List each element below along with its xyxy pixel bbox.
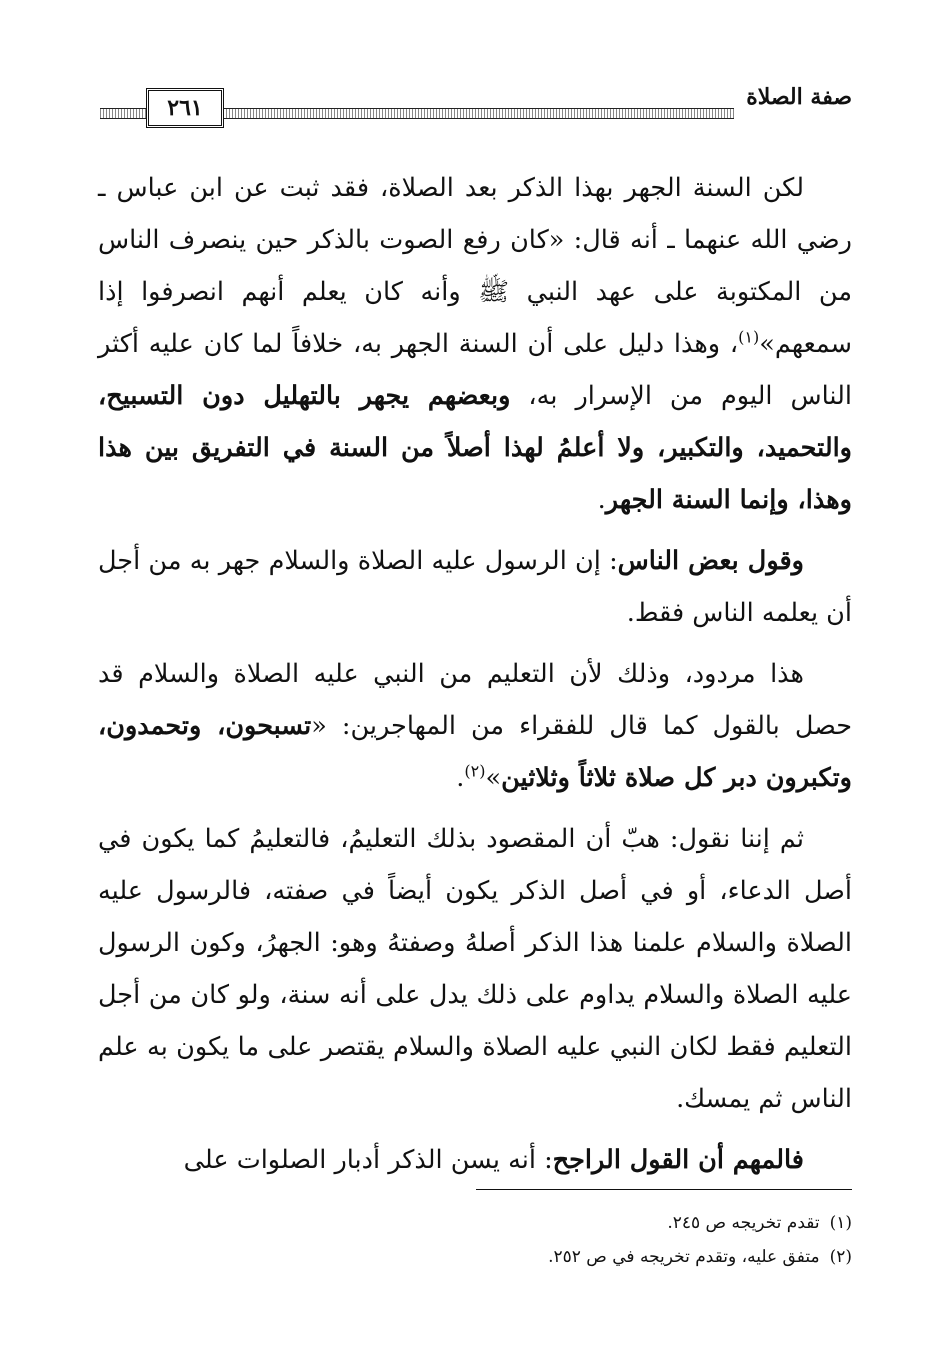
bold-text: تسبحون، وتحمدون، وتكبرون دبر كل صلاة ثلاثاً وثلاثين <box>98 711 852 793</box>
text-run: ، وهذا دليل على أن السنة الجهر به، خلافاً لما كان عليه أكثر الناس اليوم من الإسرار به، <box>98 329 852 411</box>
header-decorative-rule-left <box>100 108 146 119</box>
page-number: ٢٦١ <box>167 95 203 121</box>
text-run: : إن الرسول عليه الصلاة والسلام جهر به من أجل أن يعلمه الناس فقط. <box>98 546 852 628</box>
footnote-number: (١) <box>829 1213 852 1233</box>
text-run: : أنه يسن الذكر أدبار الصلوات على <box>183 1145 553 1175</box>
footnote-number: (٢) <box>829 1247 852 1267</box>
paragraph <box>98 535 852 639</box>
text-run: لكن السنة الجهر بهذا الذكر بعد الصلاة، فقد ثبت عن ابن عباس ـ رضي الله عنهما ـ أنه قال: «كان رفع الصوت بالذكر حين ينصرف الناس من المكتوبة على عهد النبي ﷺ وأنه كان يعلم أنهم انصرفوا إذا سمعهم» <box>98 173 852 359</box>
bold-text: فالمهم أن القول الراجح <box>552 1145 804 1175</box>
footnotes <box>100 1206 852 1274</box>
main-text <box>98 162 852 1195</box>
footnote-2 <box>100 1240 852 1274</box>
chapter-title: صفة الصلاة <box>746 84 852 110</box>
footnote-separator <box>476 1189 852 1190</box>
paragraph <box>98 162 852 526</box>
text-run: . <box>456 763 465 793</box>
bold-text: وقول بعض الناس <box>617 546 804 576</box>
page-number-frame <box>146 88 224 128</box>
footnote-reference: (٢) <box>464 761 486 781</box>
footnote-1 <box>100 1206 852 1240</box>
paragraph <box>98 813 852 1125</box>
paragraph <box>98 648 852 804</box>
header-decorative-rule <box>220 108 734 119</box>
footnote-reference: (١) <box>738 327 760 347</box>
running-header <box>100 82 852 130</box>
footnote-text: متفق عليه، وتقدم تخريجه في ص ٢٥٢. <box>548 1247 820 1267</box>
paragraph <box>98 1134 852 1186</box>
text-run: ثم إننا نقول: هبّ أن المقصود بذلك التعليمُ، فالتعليمُ كما يكون في أصل الدعاء، أو في أصل الذكر يكون أيضاً في صفته، فالرسول عليه الصلاة والسلام علمنا هذا الذكر أصلهُ وصفتهُ وهو: الجهرُ، وكون الرسول عليه الصلاة والسلام يداوم على ذلك يدل على أنه سنة، ولو كان من أجل التعليم فقط لكان النبي عليه الصلاة والسلام يقتصر على ما يكون به علم الناس ثم يمسك. <box>98 824 852 1114</box>
text-run: هذا مردود، وذلك لأن التعليم من النبي عليه الصلاة والسلام قد حصل بالقول كما قال للفقراء من المهاجرين: « <box>98 659 853 741</box>
bold-text: وبعضهم يجهر بالتهليل دون التسبيح، والتحميد، والتكبير، ولا أعلمُ لهذا أصلاً من السنة في التفريق بين هذا وهذا، وإنما السنة الجهر <box>98 381 852 515</box>
text-run: . <box>597 485 606 515</box>
text-run: » <box>485 763 502 793</box>
footnote-text: تقدم تخريجه ص ٢٤٥. <box>667 1213 820 1233</box>
